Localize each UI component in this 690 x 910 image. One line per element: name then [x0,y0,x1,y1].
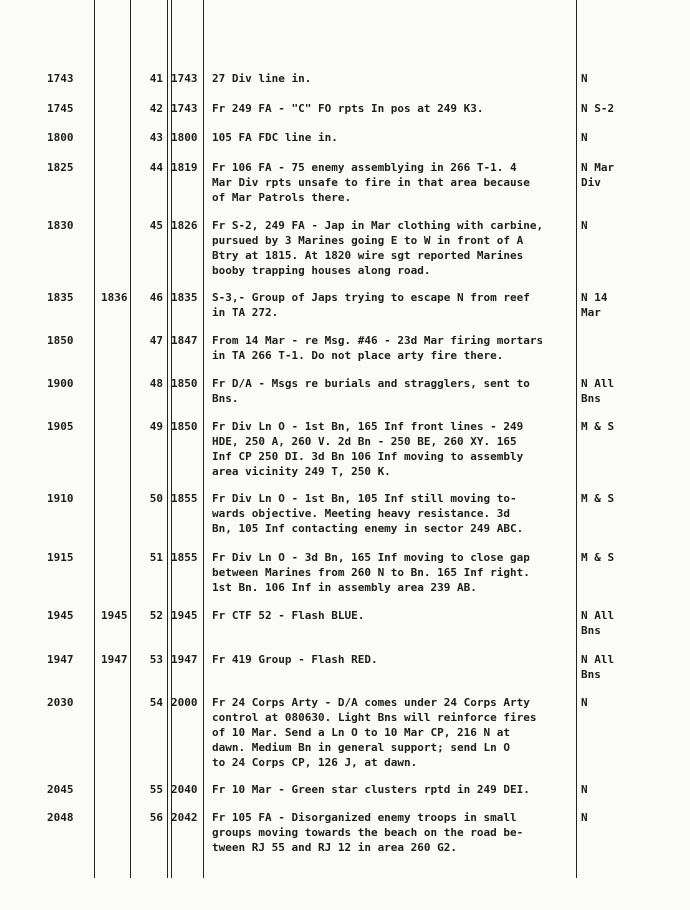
time-of-receipt: 1835 [171,291,198,304]
time-out: 1947 [101,653,128,666]
time-in: 1910 [47,492,74,505]
message-number: 48 [149,377,163,390]
time-of-receipt: 2040 [171,783,198,796]
time-in: 1850 [47,334,74,347]
message-text: Fr 24 Corps Arty - D/A comes under 24 Corps Arty control at 080630. Light Bns will reinforce fires of 10 Mar. Send a Ln O to 10 Mar CP, 216 N at dawn. Medium Bn in general support; send Ln O to 24 Corps CP, 126 J, at dawn. [212,696,537,769]
time-of-receipt: 1819 [171,161,198,174]
time-of-receipt: 1855 [171,551,198,564]
time-in: 1905 [47,420,74,433]
message-number: 54 [149,696,163,709]
time-in: 2048 [47,811,74,824]
time-of-receipt: 1826 [171,219,198,232]
distribution: N All Bns [581,609,615,637]
message-text: Fr 249 FA - "C" FO rpts In pos at 249 K3. [212,102,484,115]
time-of-receipt: 1847 [171,334,198,347]
message-text: Fr 105 FA - Disorganized enemy troops in small groups moving towards the beach on the road be- tween RJ 55 and RJ 12 in area 260 G2. [212,811,524,854]
time-of-receipt: 2042 [171,811,198,824]
time-in: 1825 [47,161,74,174]
message-number: 43 [149,131,163,144]
distribution: N All Bns [581,377,615,405]
message-number: 42 [149,102,163,115]
column-rule [130,0,131,878]
message-text: Fr Div Ln O - 1st Bn, 105 Inf still moving to- wards objective. Meeting heavy resistance. 3d Bn, 105 Inf contacting enemy in sector 249 ABC. [212,492,524,535]
time-out: 1945 [101,609,128,622]
time-in: 1835 [47,291,74,304]
distribution: N [581,72,588,85]
message-number: 52 [149,609,163,622]
message-text: 27 Div line in. [212,72,312,85]
message-text: Fr D/A - Msgs re burials and stragglers, sent to Bns. [212,377,530,405]
time-in: 2030 [47,696,74,709]
time-of-receipt: 1850 [171,377,198,390]
time-in: 1915 [47,551,74,564]
message-text: Fr 106 FA - 75 enemy assemblying in 266 T-1. 4 Mar Div rpts unsafe to fire in that area because of Mar Patrols there. [212,161,530,204]
time-of-receipt: 1855 [171,492,198,505]
distribution: N [581,131,588,144]
time-of-receipt: 1947 [171,653,198,666]
distribution: N [581,783,588,796]
message-number: 56 [149,811,163,824]
distribution: M & S [581,492,615,505]
message-number: 45 [149,219,163,232]
time-out: 1836 [101,291,128,304]
time-in: 1900 [47,377,74,390]
distribution: N [581,219,588,232]
distribution: M & S [581,420,615,433]
message-number: 44 [149,161,163,174]
column-rule [94,0,95,878]
time-in: 2045 [47,783,74,796]
message-number: 47 [149,334,163,347]
message-text: 105 FA FDC line in. [212,131,338,144]
distribution: N [581,696,588,709]
message-text: Fr Div Ln O - 3d Bn, 165 Inf moving to close gap between Marines from 260 N to Bn. 165 Inf right. 1st Bn. 106 Inf in assembly area 239 AB. [212,551,530,594]
message-text: S-3,- Group of Japs trying to escape N from reef in TA 272. [212,291,530,319]
time-in: 1800 [47,131,74,144]
time-in: 1743 [47,72,74,85]
message-number: 51 [149,551,163,564]
time-of-receipt: 1800 [171,131,198,144]
time-of-receipt: 1743 [171,72,198,85]
time-in: 1830 [47,219,74,232]
distribution: N 14 Mar [581,291,608,319]
message-text: Fr 419 Group - Flash RED. [212,653,378,666]
message-text: Fr Div Ln O - 1st Bn, 165 Inf front lines - 249 HDE, 250 A, 260 V. 2d Bn - 250 BE, 260 XY. 165 Inf CP 250 DI. 3d Bn 106 Inf moving to assembly area vicinity 249 T, 250 K. [212,420,524,478]
message-text: From 14 Mar - re Msg. #46 - 23d Mar firing mortars in TA 266 T-1. Do not place arty fire there. [212,334,544,362]
message-text: Fr 10 Mar - Green star clusters rptd in 249 DEI. [212,783,530,796]
message-number: 41 [149,72,163,85]
time-in: 1947 [47,653,74,666]
distribution: N All Bns [581,653,615,681]
message-number: 55 [149,783,163,796]
message-number: 53 [149,653,163,666]
time-of-receipt: 1850 [171,420,198,433]
time-of-receipt: 2000 [171,696,198,709]
time-of-receipt: 1743 [171,102,198,115]
time-in: 1945 [47,609,74,622]
message-text: Fr S-2, 249 FA - Jap in Mar clothing with carbine, pursued by 3 Marines going E to W in front of A Btry at 1815. At 1820 wire sgt reported Marines booby trapping houses along road. [212,219,544,277]
message-text: Fr CTF 52 - Flash BLUE. [212,609,365,622]
distribution: N S-2 [581,102,615,115]
message-number: 46 [149,291,163,304]
distribution: N [581,811,588,824]
message-number: 49 [149,420,163,433]
column-rule [203,0,204,878]
time-of-receipt: 1945 [171,609,198,622]
time-in: 1745 [47,102,74,115]
message-number: 50 [149,492,163,505]
distribution: N Mar Div [581,161,615,189]
distribution: M & S [581,551,615,564]
